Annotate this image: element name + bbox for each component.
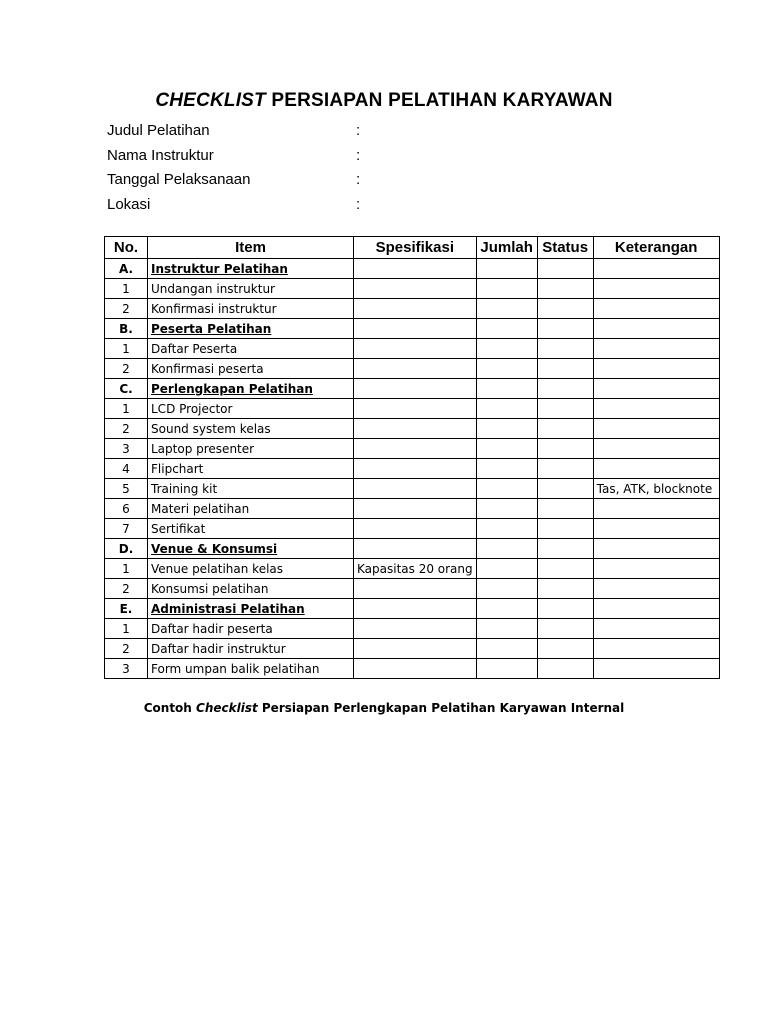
- cell-status: [537, 479, 593, 499]
- table-row: [105, 439, 720, 459]
- cell-no: 2: [105, 299, 148, 319]
- cell-item: Form umpan balik pelatihan: [148, 659, 354, 679]
- cell-keterangan: [593, 619, 719, 639]
- table-row: [105, 299, 720, 319]
- cell-item: Sertifikat: [148, 519, 354, 539]
- cell-item: Training kit: [148, 479, 354, 499]
- table-row: [105, 359, 720, 379]
- cell-status: [537, 459, 593, 479]
- meta-row-lokasi: [107, 195, 527, 220]
- cell-keterangan: [593, 259, 719, 279]
- cell-spesifikasi: [354, 579, 477, 599]
- meta-colon: :: [356, 122, 361, 139]
- cell-spesifikasi: [354, 339, 477, 359]
- cell-item: Konfirmasi peserta: [148, 359, 354, 379]
- cell-no: 2: [105, 579, 148, 599]
- cell-no: C.: [105, 379, 148, 399]
- checklist-body: [105, 259, 720, 679]
- document-title: [0, 90, 768, 112]
- cell-keterangan: [593, 659, 719, 679]
- cell-keterangan: [593, 559, 719, 579]
- section-row: [105, 259, 720, 279]
- cell-spesifikasi: [354, 599, 477, 619]
- cell-item: LCD Projector: [148, 399, 354, 419]
- cell-no: 6: [105, 499, 148, 519]
- cell-jumlah: [476, 639, 537, 659]
- cell-keterangan: [593, 379, 719, 399]
- meta-row-tanggal: [107, 170, 527, 195]
- cell-item: Venue & Konsumsi: [148, 539, 354, 559]
- cell-item: Sound system kelas: [148, 419, 354, 439]
- cell-status: [537, 539, 593, 559]
- cell-jumlah: [476, 599, 537, 619]
- cell-status: [537, 299, 593, 319]
- title-rest: PERSIAPAN PELATIHAN KARYAWAN: [265, 90, 613, 111]
- cell-keterangan: [593, 639, 719, 659]
- cell-no: D.: [105, 539, 148, 559]
- meta-label: Tanggal Pelaksanaan: [107, 171, 251, 188]
- cell-keterangan: [593, 499, 719, 519]
- cell-keterangan: Tas, ATK, blocknote: [593, 479, 719, 499]
- cell-spesifikasi: [354, 619, 477, 639]
- cell-spesifikasi: Kapasitas 20 orang: [354, 559, 477, 579]
- table-row: [105, 579, 720, 599]
- cell-jumlah: [476, 499, 537, 519]
- header-item: Item: [148, 237, 354, 259]
- cell-keterangan: [593, 459, 719, 479]
- cell-jumlah: [476, 319, 537, 339]
- cell-item: Konsumsi pelatihan: [148, 579, 354, 599]
- cell-keterangan: [593, 419, 719, 439]
- cell-spesifikasi: [354, 359, 477, 379]
- table-row: [105, 399, 720, 419]
- table-row: [105, 459, 720, 479]
- cell-spesifikasi: [354, 499, 477, 519]
- cell-status: [537, 339, 593, 359]
- cell-no: A.: [105, 259, 148, 279]
- cell-item: Undangan instruktur: [148, 279, 354, 299]
- cell-jumlah: [476, 399, 537, 419]
- cell-keterangan: [593, 319, 719, 339]
- cell-no: 7: [105, 519, 148, 539]
- table-row: [105, 639, 720, 659]
- cell-status: [537, 259, 593, 279]
- cell-status: [537, 579, 593, 599]
- header-status: Status: [537, 237, 593, 259]
- cell-no: 3: [105, 659, 148, 679]
- cell-spesifikasi: [354, 379, 477, 399]
- table-row: [105, 419, 720, 439]
- meta-row-judul: [107, 121, 527, 146]
- cell-item: Perlengkapan Pelatihan: [148, 379, 354, 399]
- cell-spesifikasi: [354, 399, 477, 419]
- cell-no: 1: [105, 559, 148, 579]
- cell-jumlah: [476, 339, 537, 359]
- cell-keterangan: [593, 439, 719, 459]
- meta-colon: :: [356, 171, 361, 188]
- cell-status: [537, 359, 593, 379]
- caption-after: Persiapan Perlengkapan Pelatihan Karyawan Internal: [257, 701, 625, 715]
- header-keterangan: Keterangan: [593, 237, 719, 259]
- cell-jumlah: [476, 519, 537, 539]
- cell-jumlah: [476, 479, 537, 499]
- cell-item: Instruktur Pelatihan: [148, 259, 354, 279]
- table-row: [105, 499, 720, 519]
- section-row: [105, 539, 720, 559]
- meta-colon: :: [356, 146, 361, 164]
- cell-jumlah: [476, 419, 537, 439]
- cell-item: Daftar hadir peserta: [148, 619, 354, 639]
- checklist-table: [104, 236, 720, 679]
- table-row: [105, 659, 720, 679]
- cell-item: Daftar Peserta: [148, 339, 354, 359]
- cell-status: [537, 439, 593, 459]
- cell-keterangan: [593, 279, 719, 299]
- title-emphasis: CHECKLIST: [155, 90, 266, 111]
- cell-jumlah: [476, 579, 537, 599]
- cell-status: [537, 499, 593, 519]
- cell-keterangan: [593, 599, 719, 619]
- cell-no: 1: [105, 339, 148, 359]
- cell-no: E.: [105, 599, 148, 619]
- cell-spesifikasi: [354, 519, 477, 539]
- table-row: [105, 559, 720, 579]
- cell-keterangan: [593, 539, 719, 559]
- cell-no: 2: [105, 639, 148, 659]
- cell-keterangan: [593, 399, 719, 419]
- cell-spesifikasi: [354, 459, 477, 479]
- figure-caption: [0, 701, 768, 715]
- table-row: [105, 479, 720, 499]
- cell-jumlah: [476, 539, 537, 559]
- meta-label: Nama Instruktur: [107, 146, 214, 164]
- table-row: [105, 339, 720, 359]
- cell-status: [537, 419, 593, 439]
- cell-spesifikasi: [354, 259, 477, 279]
- cell-status: [537, 639, 593, 659]
- cell-keterangan: [593, 339, 719, 359]
- cell-item: Peserta Pelatihan: [148, 319, 354, 339]
- section-row: [105, 379, 720, 399]
- cell-item: Materi pelatihan: [148, 499, 354, 519]
- cell-spesifikasi: [354, 279, 477, 299]
- cell-item: Flipchart: [148, 459, 354, 479]
- cell-status: [537, 379, 593, 399]
- cell-item: Administrasi Pelatihan: [148, 599, 354, 619]
- table-row: [105, 619, 720, 639]
- cell-spesifikasi: [354, 479, 477, 499]
- caption-emphasis: Checklist: [196, 701, 258, 715]
- cell-item: Daftar hadir instruktur: [148, 639, 354, 659]
- header-no: No.: [105, 237, 148, 259]
- cell-spesifikasi: [354, 319, 477, 339]
- cell-spesifikasi: [354, 299, 477, 319]
- cell-jumlah: [476, 439, 537, 459]
- table-row: [105, 279, 720, 299]
- cell-no: 1: [105, 279, 148, 299]
- table-row: [105, 519, 720, 539]
- cell-no: 1: [105, 399, 148, 419]
- cell-jumlah: [476, 259, 537, 279]
- cell-item: Konfirmasi instruktur: [148, 299, 354, 319]
- header-jumlah: Jumlah: [476, 237, 537, 259]
- cell-keterangan: [593, 299, 719, 319]
- cell-item: Venue pelatihan kelas: [148, 559, 354, 579]
- cell-spesifikasi: [354, 439, 477, 459]
- cell-jumlah: [476, 279, 537, 299]
- cell-status: [537, 319, 593, 339]
- header-spesifikasi: Spesifikasi: [354, 237, 477, 259]
- cell-jumlah: [476, 559, 537, 579]
- cell-status: [537, 279, 593, 299]
- cell-jumlah: [476, 299, 537, 319]
- cell-jumlah: [476, 459, 537, 479]
- cell-keterangan: [593, 359, 719, 379]
- cell-no: 4: [105, 459, 148, 479]
- cell-spesifikasi: [354, 539, 477, 559]
- cell-status: [537, 619, 593, 639]
- cell-no: 1: [105, 619, 148, 639]
- meta-fields: [107, 121, 527, 219]
- section-row: [105, 599, 720, 619]
- cell-keterangan: [593, 519, 719, 539]
- cell-jumlah: [476, 659, 537, 679]
- table-header-row: [105, 237, 720, 259]
- cell-no: 3: [105, 439, 148, 459]
- cell-no: B.: [105, 319, 148, 339]
- cell-jumlah: [476, 619, 537, 639]
- cell-spesifikasi: [354, 639, 477, 659]
- caption-before: Contoh: [143, 701, 197, 715]
- cell-jumlah: [476, 359, 537, 379]
- cell-status: [537, 659, 593, 679]
- cell-spesifikasi: [354, 419, 477, 439]
- cell-spesifikasi: [354, 659, 477, 679]
- cell-no: 5: [105, 479, 148, 499]
- meta-row-instruktur: [107, 146, 527, 171]
- cell-jumlah: [476, 379, 537, 399]
- cell-item: Laptop presenter: [148, 439, 354, 459]
- cell-status: [537, 399, 593, 419]
- section-row: [105, 319, 720, 339]
- meta-label: Judul Pelatihan: [107, 122, 210, 139]
- cell-no: 2: [105, 359, 148, 379]
- cell-status: [537, 599, 593, 619]
- cell-status: [537, 519, 593, 539]
- meta-colon: :: [356, 195, 361, 213]
- meta-label: Lokasi: [107, 195, 151, 213]
- cell-no: 2: [105, 419, 148, 439]
- cell-keterangan: [593, 579, 719, 599]
- cell-status: [537, 559, 593, 579]
